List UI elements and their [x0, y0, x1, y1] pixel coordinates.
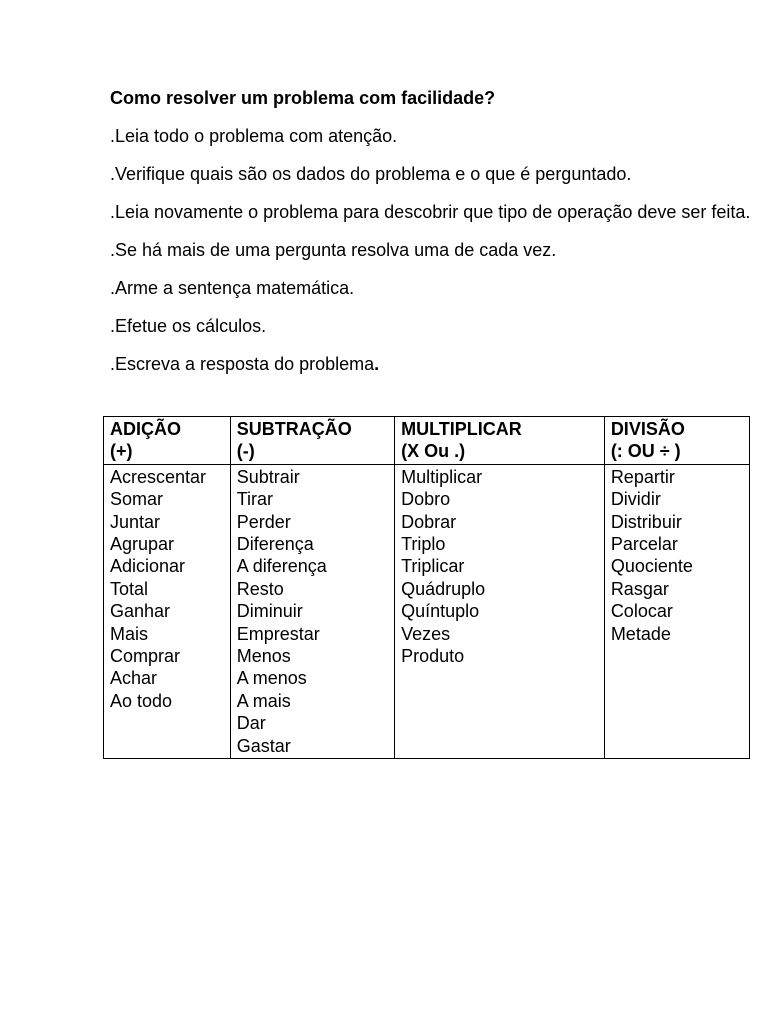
header-subtraction [230, 417, 394, 465]
table-header-row [104, 417, 750, 465]
subtraction-word: A diferença [236, 556, 327, 577]
step-calculate: .Efetue os cálculos. [110, 316, 267, 336]
step-read-problem: .Leia todo o problema com atenção. [110, 126, 398, 146]
division-word: Colocar [610, 601, 673, 622]
multiplication-words-cell [395, 464, 605, 758]
header-multiplication-name: MULTIPLICAR [401, 419, 522, 439]
document-title: Como resolver um problema com facilidade? [110, 88, 496, 108]
addition-word: Comprar [110, 646, 181, 667]
division-word: Quociente [610, 556, 693, 577]
step-read-again: .Leia novamente o problema para descobrir que tipo de operação deve ser feita. [110, 202, 751, 222]
multiplication-word: Dobrar [401, 511, 457, 532]
header-division-name: DIVISÃO [610, 419, 685, 439]
addition-word: Agrupar [110, 534, 175, 555]
subtraction-word: Emprestar [236, 623, 320, 644]
header-multiplication [395, 417, 605, 465]
step-verify-data: .Verifique quais são os dados do problema e o que é perguntado. [110, 164, 632, 184]
addition-word: Adicionar [110, 556, 186, 577]
addition-words-cell [104, 464, 231, 758]
addition-word: Somar [110, 489, 164, 510]
header-addition [104, 417, 231, 465]
subtraction-word: Diminuir [236, 601, 303, 622]
subtraction-word: Dar [236, 713, 266, 734]
header-addition-symbol: (+) [110, 441, 133, 462]
multiplication-word: Triplicar [401, 556, 465, 577]
subtraction-word: A mais [236, 690, 291, 711]
subtraction-word: A menos [236, 668, 307, 689]
division-word: Dividir [610, 489, 661, 510]
multiplication-word: Multiplicar [401, 466, 483, 487]
division-word: Distribuir [610, 511, 682, 532]
multiplication-word: Produto [401, 646, 465, 667]
subtraction-word: Subtrair [236, 466, 300, 487]
header-multiplication-symbol: (X Ou .) [401, 441, 466, 462]
subtraction-words-cell [230, 464, 394, 758]
addition-word: Total [110, 578, 149, 599]
header-subtraction-symbol: (-) [236, 441, 255, 462]
document-body [110, 86, 762, 376]
addition-word: Achar [110, 668, 158, 689]
operations-table [103, 416, 750, 759]
subtraction-word: Menos [236, 646, 291, 667]
step-one-question-at-a-time: .Se há mais de uma pergunta resolva uma de cada vez. [110, 240, 557, 260]
division-word: Rasgar [610, 578, 669, 599]
step-write-answer-text: .Escreva a resposta do problema [110, 354, 375, 374]
subtraction-word: Gastar [236, 735, 291, 756]
division-word: Metade [610, 623, 671, 644]
subtraction-word: Diferença [236, 534, 314, 555]
addition-word: Ganhar [110, 601, 171, 622]
division-word: Parcelar [610, 534, 678, 555]
multiplication-word: Triplo [401, 534, 446, 555]
subtraction-word: Resto [236, 578, 284, 599]
subtraction-word: Tirar [236, 489, 274, 510]
addition-word: Ao todo [110, 690, 173, 711]
header-subtraction-name: SUBTRAÇÃO [236, 419, 352, 439]
step-build-sentence: .Arme a sentença matemática. [110, 278, 355, 298]
header-division [604, 417, 749, 465]
addition-word: Mais [110, 623, 149, 644]
step-write-answer-period: . [374, 354, 380, 374]
header-division-symbol: (: OU ÷ ) [610, 441, 681, 462]
multiplication-word: Vezes [401, 623, 451, 644]
addition-word: Acrescentar [110, 466, 207, 487]
header-addition-name: ADIÇÃO [110, 419, 181, 439]
division-word: Repartir [610, 466, 675, 487]
step-write-answer [110, 352, 762, 376]
subtraction-word: Perder [236, 511, 291, 532]
table-body-row [104, 464, 750, 758]
multiplication-word: Quádruplo [401, 578, 486, 599]
multiplication-word: Quíntuplo [401, 601, 480, 622]
multiplication-word: Dobro [401, 489, 451, 510]
division-words-cell [604, 464, 749, 758]
addition-word: Juntar [110, 511, 161, 532]
